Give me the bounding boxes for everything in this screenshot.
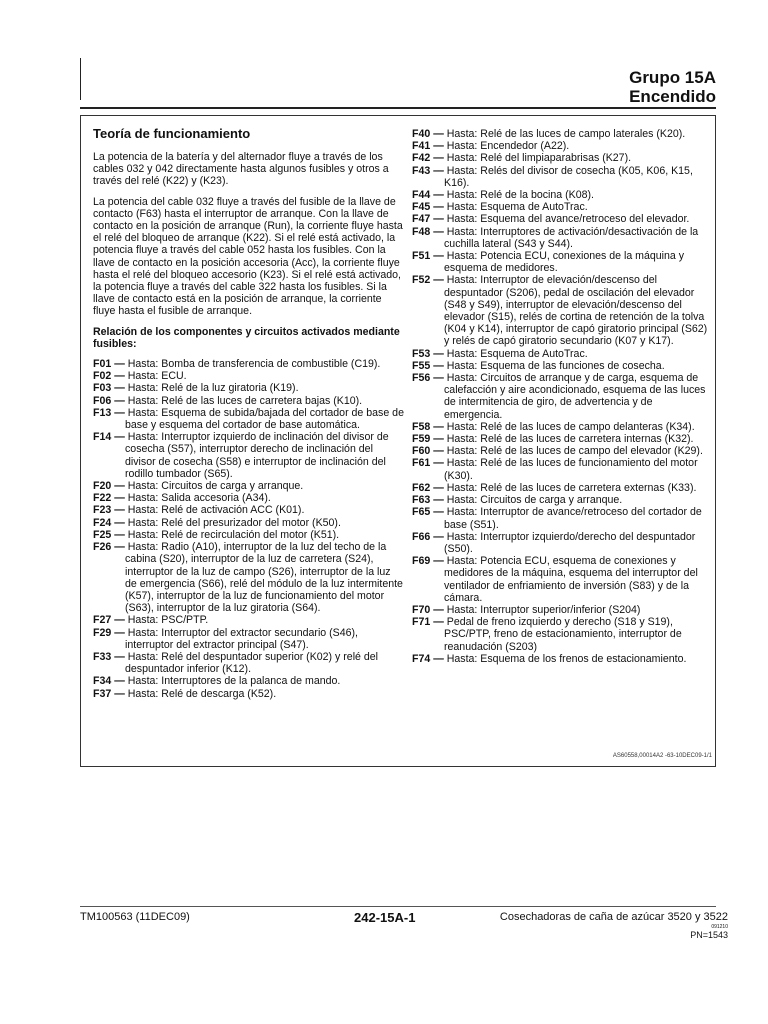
fuse-code: F65 —: [412, 506, 447, 519]
group-subtitle: Encendido: [629, 87, 716, 106]
fuse-code: F41 —: [412, 140, 447, 153]
fuse-description: Pedal de freno izquierdo y derecho (S18 y S19), PSC/PTP, freno de estacionamiento, interruptor de reanudación (S203): [444, 616, 682, 653]
fuse-description: Hasta: Interruptor de elevación/descenso del despuntador (S206), pedal de oscilación del elevador (S48 y S49), interruptor de elevación/descenso del elevador (S15), relés de cortina de retención de la tolva (K04 y K14), interruptor de capó giratorio principal (S62) y relés de capó giratorio secundario (K07 y K17).: [444, 274, 708, 348]
fuse-code: F03 —: [93, 382, 128, 395]
fuse-code: F48 —: [412, 225, 447, 238]
fuse-item-f47: [412, 213, 712, 225]
fuse-description: Hasta: ECU.: [127, 370, 187, 383]
fuse-item-f25: [93, 529, 405, 541]
fuse-item-f62: [412, 482, 712, 494]
page-header: [629, 68, 716, 106]
fuse-description: Hasta: Relés del divisor de cosecha (K05, K06, K15, K16).: [444, 164, 693, 189]
fuse-item-f69: [412, 555, 712, 604]
fuse-description: Hasta: Interruptor de avance/retroceso del cortador de base (S51).: [444, 506, 702, 531]
fuse-code: F56 —: [412, 372, 447, 385]
fuse-code: F52 —: [412, 274, 447, 287]
fuse-description: Hasta: Relé de la luz giratoria (K19).: [127, 382, 299, 395]
fuse-description: Hasta: Interruptor izquierdo/derecho del despuntador (S50).: [444, 530, 696, 555]
fuse-description: Hasta: Interruptor izquierdo de inclinación del divisor de cosecha (S57), interruptor derecho de inclinación del divisor de cosecha (S58) e interruptor de inclinación del rodillo tumbador (S65).: [125, 431, 389, 480]
fuse-item-f60: [412, 445, 712, 457]
fuse-code: F55 —: [412, 359, 447, 372]
fuse-description: Hasta: Esquema de subida/bajada del cortador de base de base y esquema del cortador de base automática.: [125, 406, 404, 432]
fuse-list-left: [93, 358, 405, 700]
fuse-code: F66 —: [412, 530, 447, 543]
fuse-code: F01 —: [93, 358, 128, 371]
fuse-description: Hasta: Circuitos de arranque y de carga, esquema de calefacción y aire acondicionado, esquema de las luces de intermitencia de giro, de advertencia y de emergencia.: [444, 372, 706, 421]
fuse-description: Hasta: Potencia ECU, conexiones de la máquina y esquema de medidores.: [444, 250, 685, 275]
fuse-item-f13: [93, 407, 405, 431]
fuse-code: F74 —: [412, 652, 447, 665]
fuse-code: F61 —: [412, 457, 447, 470]
fuse-description: Hasta: Esquema de las funciones de cosecha.: [446, 359, 665, 372]
fuse-description: Hasta: Relé de recirculación del motor (K51).: [127, 528, 340, 541]
fuse-description: Hasta: Esquema de los frenos de estacionamiento.: [446, 652, 687, 665]
fuse-item-f70: [412, 604, 712, 616]
fuse-description: Hasta: Relé de descarga (K52).: [127, 687, 277, 700]
fuse-code: F13 —: [93, 406, 128, 419]
fuse-description: Hasta: Circuitos de carga y arranque.: [127, 480, 304, 493]
fuse-list-heading: Relación de los componentes y circuitos activados mediante fusibles:: [93, 325, 400, 350]
fuse-code: F47 —: [412, 213, 447, 226]
fuse-description: Hasta: Relé de activación ACC (K01).: [127, 504, 305, 517]
fuse-code: F34 —: [93, 675, 128, 688]
fuse-description: Hasta: Relé de las luces de funcionamiento del motor (K30).: [444, 457, 698, 482]
fuse-code: F20 —: [93, 480, 128, 493]
right-column: [412, 128, 712, 665]
section-title: Teoría de funcionamiento: [93, 126, 251, 141]
fuse-code: F69 —: [412, 555, 447, 568]
fuse-code: F33 —: [93, 650, 128, 663]
fuse-description: Hasta: Relé de las luces de campo laterales (K20).: [446, 128, 686, 140]
fuse-description: Hasta: Potencia ECU, esquema de conexiones y medidores de la máquina, esquema del interruptor del ventilador de enfriamiento de inversión (S83) y de la cámara.: [444, 555, 698, 604]
footer-manual-id: TM100563 (11DEC09): [80, 911, 190, 923]
paragraph-2: La potencia del cable 032 fluye a través del fusible de la llave de contacto (F63) hasta el interruptor de arranque. Con la llave de contacto en la posición de arranque (Run), la corriente fluye hasta el relé del bloqueo de arranque (K22). Si el relé está activado, la potencia fluye a través del cable 052 hasta los fusibles. Con la llave de contacto en la posición accesoria (Acc), la corriente fluye hasta el relé del bloqueo accesorio (K23). Si el relé está activado, la potencia fluye a través del cable 322 hasta los fusibles. Si la llave de contacto está en la posición de arranque, la corriente fluye hasta el fusible de arranque.: [93, 195, 403, 318]
fuse-item-f29: [93, 627, 405, 651]
fuse-description: Hasta: Esquema de AutoTrac.: [446, 201, 588, 214]
fuse-code: F51 —: [412, 250, 447, 263]
fuse-code: F29 —: [93, 626, 128, 639]
fuse-code: F37 —: [93, 687, 128, 700]
fuse-code: F23 —: [93, 504, 128, 517]
footer-product: Cosechadoras de caña de azúcar 3520 y 3522: [499, 911, 728, 923]
fuse-item-f37: [93, 688, 405, 700]
fuse-description: Hasta: Relé de las luces de carretera externas (K33).: [446, 481, 697, 494]
fuse-description: Hasta: Bomba de transferencia de combustible (C19).: [127, 358, 381, 371]
fuse-code: F44 —: [412, 189, 447, 202]
header-left-rule: [80, 58, 81, 100]
fuse-code: F58 —: [412, 420, 447, 433]
fuse-item-f33: [93, 651, 405, 675]
fuse-code: F45 —: [412, 201, 447, 214]
footer-rule: [80, 906, 716, 907]
fuse-description: Hasta: Relé del limpiaparabrisas (K27).: [446, 152, 632, 165]
fuse-code: F63 —: [412, 494, 447, 507]
fuse-code: F02 —: [93, 370, 128, 383]
fuse-code: F70 —: [412, 603, 447, 616]
fuse-code: F25 —: [93, 528, 128, 541]
fuse-list-right: [412, 128, 712, 665]
fuse-item-f26: [93, 541, 405, 614]
fuse-item-f48: [412, 226, 712, 250]
fuse-code: F06 —: [93, 394, 128, 407]
fuse-description: Hasta: Relé de las luces de carretera bajas (K10).: [127, 394, 363, 407]
fuse-description: Hasta: Relé del despuntador superior (K02) y relé del despuntador inferior (K12).: [125, 650, 379, 676]
fuse-item-f71: [412, 616, 712, 653]
fuse-item-f14: [93, 431, 405, 480]
fuse-item-f56: [412, 372, 712, 421]
fuse-description: Hasta: Relé de la bocina (K08).: [446, 189, 594, 202]
group-label: Grupo 15A: [629, 68, 716, 87]
fuse-item-f43: [412, 165, 712, 189]
fuse-code: F53 —: [412, 347, 447, 360]
reference-code: AS60558,00014A2 -63-10DEC09-1/1: [612, 753, 712, 759]
fuse-code: F27 —: [93, 614, 128, 627]
fuse-item-f55: [412, 360, 712, 372]
fuse-description: Hasta: Relé de las luces de campo del elevador (K29).: [446, 445, 703, 458]
fuse-item-f66: [412, 531, 712, 555]
fuse-description: Hasta: Relé del presurizador del motor (K50).: [127, 516, 341, 529]
fuse-item-f42: [412, 152, 712, 164]
footer-page-number: 242-15A-1: [354, 910, 416, 925]
fuse-code: F14 —: [93, 431, 128, 444]
header-rule: [80, 107, 716, 109]
fuse-item-f58: [412, 421, 712, 433]
fuse-item-f53: [412, 348, 712, 360]
fuse-code: F71 —: [412, 616, 447, 629]
fuse-item-f51: [412, 250, 712, 274]
fuse-code: F22 —: [93, 492, 128, 505]
fuse-description: Hasta: Esquema del avance/retroceso del elevador.: [446, 213, 690, 226]
fuse-item-f20: [93, 480, 405, 492]
fuse-item-f65: [412, 506, 712, 530]
fuse-item-f61: [412, 457, 712, 481]
fuse-item-f01: [93, 358, 405, 370]
fuse-item-f41: [412, 140, 712, 152]
fuse-description: Hasta: Interruptores de activación/desactivación de la cuchilla lateral (S43 y S44).: [444, 225, 699, 250]
fuse-item-f74: [412, 653, 712, 665]
fuse-description: Hasta: Interruptor del extractor secundario (S46), interruptor del extractor principal (S47).: [125, 626, 358, 651]
fuse-description: Hasta: Interruptores de la palanca de mando.: [127, 675, 341, 688]
fuse-description: Hasta: Encendedor (A22).: [446, 140, 570, 153]
fuse-code: F40 —: [412, 128, 447, 140]
fuse-item-f23: [93, 504, 405, 516]
fuse-code: F26 —: [93, 541, 128, 554]
fuse-item-f52: [412, 274, 712, 347]
left-column: [93, 126, 405, 700]
footer-date-code: 091210: [711, 924, 728, 930]
fuse-item-f34: [93, 675, 405, 687]
fuse-description: Hasta: Radio (A10), interruptor de la luz del techo de la cabina (S20), interruptor de la luz de carretera (S24), interruptor de la luz de campo (S26), interruptor de la luz de emergencia (S66), relé del módulo de la luz intermitente (K57), interruptor de la luz de funcionamiento del motor (S63), interruptor de la luz giratoria (S64).: [125, 541, 403, 615]
fuse-item-f63: [412, 494, 712, 506]
fuse-code: F62 —: [412, 481, 447, 494]
fuse-description: Hasta: Relé de las luces de carretera internas (K32).: [446, 433, 694, 446]
fuse-code: F60 —: [412, 445, 447, 458]
fuse-code: F59 —: [412, 433, 447, 446]
fuse-description: Hasta: Interruptor superior/inferior (S204): [446, 603, 641, 616]
fuse-item-f06: [93, 395, 405, 407]
footer-pn: PN=1543: [690, 930, 728, 940]
fuse-item-f45: [412, 201, 712, 213]
paragraph-1: La potencia de la batería y del alternador fluye a través de los cables 032 y 042 directamente hasta algunos fusibles y otros a través del relé (K22) y (K23).: [93, 151, 389, 188]
fuse-item-f24: [93, 517, 405, 529]
fuse-item-f44: [412, 189, 712, 201]
fuse-item-f02: [93, 370, 405, 382]
fuse-description: Hasta: Esquema de AutoTrac.: [446, 347, 588, 360]
fuse-item-f40: [412, 128, 712, 140]
fuse-description: Hasta: Circuitos de carga y arranque.: [446, 494, 623, 507]
fuse-item-f27: [93, 614, 405, 626]
fuse-description: Hasta: Relé de las luces de campo delanteras (K34).: [446, 420, 695, 433]
fuse-description: Hasta: PSC/PTP.: [127, 614, 209, 627]
fuse-code: F24 —: [93, 516, 128, 529]
fuse-item-f03: [93, 382, 405, 394]
fuse-item-f59: [412, 433, 712, 445]
fuse-item-f22: [93, 492, 405, 504]
fuse-description: Hasta: Salida accesoria (A34).: [127, 492, 271, 505]
fuse-code: F42 —: [412, 152, 447, 165]
fuse-code: F43 —: [412, 164, 447, 177]
